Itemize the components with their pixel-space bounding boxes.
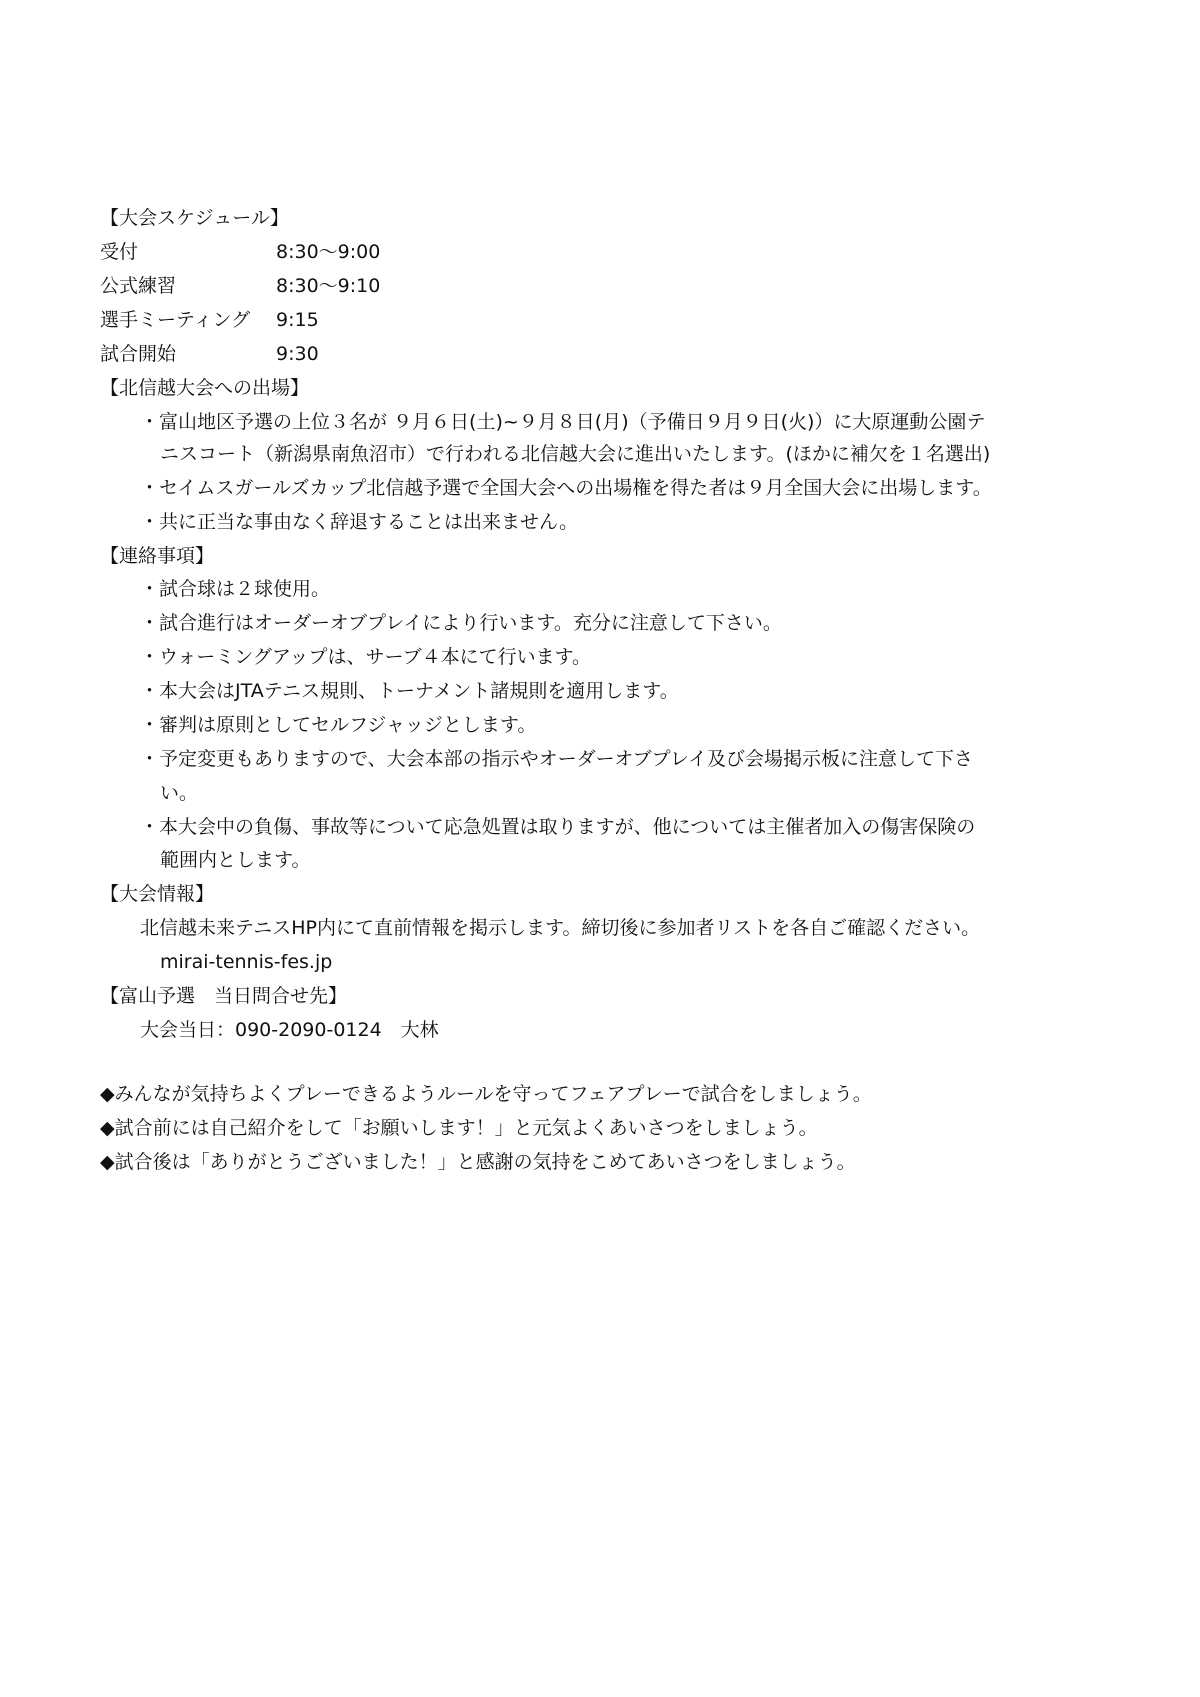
schedule-label: 試合開始	[100, 343, 177, 365]
notice-item: ・ウォーミングアップは、サーブ４本にて行います。	[140, 646, 592, 668]
hokushinetsu-item: ・富山地区予選の上位３名が ９月６日(土)~９月８日(月)（予備日９月９日(火)）に大原運動公園テ	[140, 411, 986, 433]
info-heading: 【大会情報】	[100, 883, 215, 905]
schedule-label: 受付	[100, 241, 139, 263]
hokushinetsu-item: ・共に正当な事由なく辞退することは出来ません。	[140, 511, 579, 533]
contact-line: 大会当日：090-2090-0124 大林	[140, 1019, 439, 1041]
contact-heading: 【富山予選 当日問合せ先】	[100, 985, 348, 1007]
info-url: mirai-tennis-fes.jp	[160, 951, 333, 973]
notice-item: ・試合球は２球使用。	[140, 578, 331, 600]
notice-item: ・予定変更もありますので、大会本部の指示やオーダーオブプレイ及び会場掲示板に注意して下さ	[140, 748, 973, 770]
hokushinetsu-heading: 【北信越大会への出場】	[100, 377, 310, 399]
notice-item-continuation: 範囲内とします。	[160, 849, 311, 871]
manner-item: ◆みんなが気持ちよくプレーできるようルールを守ってフェアプレーで試合をしましょう。	[100, 1083, 872, 1105]
schedule-label: 選手ミーティング	[100, 309, 251, 331]
schedule-label: 公式練習	[100, 275, 177, 297]
notice-item: ・審判は原則としてセルフジャッジとします。	[140, 714, 537, 736]
notice-item: ・本大会中の負傷、事故等について応急処置は取りますが、他については主催者加入の傷害保険の	[140, 816, 976, 838]
manner-item: ◆試合前には自己紹介をして「お願いします！」と元気よくあいさつをしましょう。	[100, 1117, 818, 1139]
schedule-heading: 【大会スケジュール】	[100, 207, 289, 229]
hokushinetsu-item: ・セイムスガールズカップ北信越予選で全国大会への出場権を得た者は９月全国大会に出場します。	[140, 477, 992, 499]
hokushinetsu-item-continuation: ニスコート（新潟県南魚沼市）で行われる北信越大会に進出いたします。(ほかに補欠を１名選出)	[160, 443, 991, 465]
schedule-time: 9:15	[276, 309, 319, 331]
info-text: 北信越未来テニスHP内にて直前情報を掲示します。締切後に参加者リストを各自ご確認ください。	[140, 917, 981, 939]
schedule-time: 9:30	[276, 343, 319, 365]
manner-item: ◆試合後は「ありがとうございました！」と感謝の気持をこめてあいさつをしましょう。	[100, 1151, 856, 1173]
notice-item: ・本大会はJTAテニス規則、トーナメント諸規則を適用します。	[140, 680, 679, 702]
notices-heading: 【連絡事項】	[100, 545, 215, 567]
schedule-time: 8:30～9:10	[276, 275, 381, 297]
schedule-time: 8:30～9:00	[276, 241, 381, 263]
notice-item-continuation: い。	[160, 782, 199, 804]
notice-item: ・試合進行はオーダーオブプレイにより行います。充分に注意して下さい。	[140, 612, 782, 634]
